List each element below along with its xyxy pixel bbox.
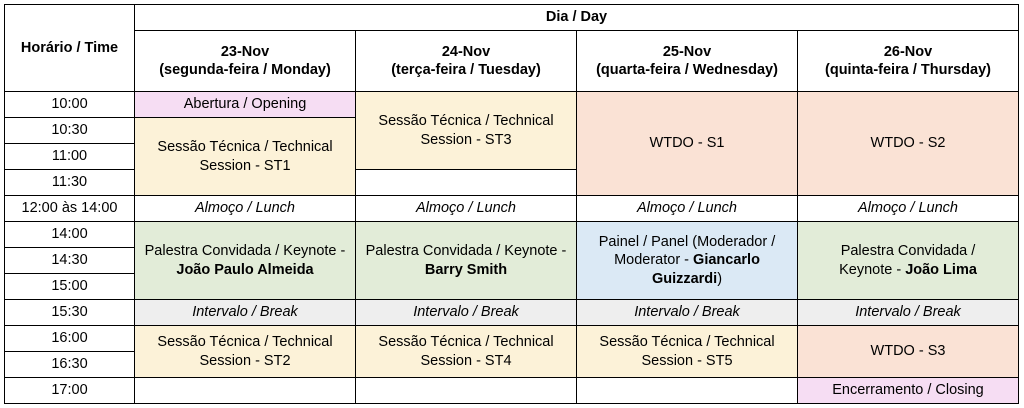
keynote-thursday [798, 222, 1019, 300]
table-header-row-days [5, 31, 1019, 92]
time-label-lunch: 12:00 às 14:00 [5, 196, 135, 222]
header-day-wednesday-date: 25-Nov [662, 43, 712, 60]
time-label-1430: 14:30 [5, 248, 135, 274]
table-header-row-top [5, 5, 1019, 31]
table-row [5, 326, 1019, 352]
empty-cell-tuesday-1130 [356, 170, 577, 196]
header-day-thursday [798, 31, 1019, 92]
lunch-thursday: Almoço / Lunch [798, 196, 1019, 222]
keynote-thursday-title-line2 [802, 261, 1014, 279]
lunch-wednesday: Almoço / Lunch [577, 196, 798, 222]
session-st3-line2: Session - ST3 [420, 131, 512, 148]
time-label-1530: 15:30 [5, 300, 135, 326]
keynote-thursday-title-line1: Palestra Convidada / [840, 243, 976, 260]
session-wtdo-s1-wednesday: WTDO - S1 [577, 92, 798, 196]
session-st5-line2: Session - ST5 [641, 352, 733, 369]
time-label-1600: 16:00 [5, 326, 135, 352]
session-st3-line1: Sessão Técnica / Technical [378, 113, 554, 130]
lunch-monday: Almoço / Lunch [135, 196, 356, 222]
session-st5-line1: Sessão Técnica / Technical [599, 334, 775, 351]
header-day-tuesday [356, 31, 577, 92]
session-wtdo-s2-thursday: WTDO - S2 [798, 92, 1019, 196]
session-st4-tuesday [356, 326, 577, 378]
session-st4-line1: Sessão Técnica / Technical [378, 334, 554, 351]
keynote-thursday-label: Keynote - [839, 261, 906, 278]
table-row [5, 222, 1019, 248]
panel-moderator-name: Giancarlo [693, 252, 760, 269]
break-tuesday: Intervalo / Break [356, 300, 577, 326]
break-monday: Intervalo / Break [135, 300, 356, 326]
table-row [5, 92, 1019, 118]
header-day-monday [135, 31, 356, 92]
header-day-wednesday [577, 31, 798, 92]
keynote-monday-title: Palestra Convidada / Keynote - [144, 243, 346, 260]
table-row [5, 300, 1019, 326]
session-st2-line1: Sessão Técnica / Technical [157, 334, 333, 351]
time-label-1030: 10:30 [5, 118, 135, 144]
header-time-column: Horário / Time [5, 5, 135, 92]
panel-line1: Painel / Panel (Moderador / [598, 234, 776, 251]
empty-cell-monday-1700 [135, 378, 356, 404]
header-day-tuesday-weekday: (terça-feira / Tuesday) [391, 62, 541, 78]
header-day-span: Dia / Day [135, 5, 1019, 31]
panel-moderator-label: Moderator - [614, 252, 694, 269]
session-opening-monday: Abertura / Opening [135, 92, 356, 118]
header-day-monday-weekday: (segunda-feira / Monday) [159, 62, 331, 78]
keynote-tuesday-title: Palestra Convidada / Keynote - [365, 243, 567, 260]
conference-schedule-table [4, 4, 1019, 404]
session-st2-line2: Session - ST2 [199, 352, 291, 369]
header-day-thursday-weekday: (quinta-feira / Thursday) [825, 62, 991, 78]
table-row [5, 196, 1019, 222]
session-st1-monday [135, 118, 356, 196]
empty-cell-tuesday-1700 [356, 378, 577, 404]
break-wednesday: Intervalo / Break [577, 300, 798, 326]
header-day-monday-date: 23-Nov [220, 43, 270, 60]
panel-moderator-name2: Guizzardi [651, 270, 718, 287]
header-day-thursday-date: 26-Nov [883, 43, 933, 60]
table-row [5, 378, 1019, 404]
session-wtdo-s3-thursday: WTDO - S3 [798, 326, 1019, 378]
time-label-1630: 16:30 [5, 352, 135, 378]
break-thursday: Intervalo / Break [798, 300, 1019, 326]
time-label-1400: 14:00 [5, 222, 135, 248]
session-st5-wednesday [577, 326, 798, 378]
time-label-1500: 15:00 [5, 274, 135, 300]
keynote-monday-speaker: João Paulo Almeida [176, 261, 314, 278]
panel-close-paren: ) [717, 270, 723, 287]
time-label-1000: 10:00 [5, 92, 135, 118]
panel-line3 [581, 270, 793, 288]
keynote-thursday-speaker: João Lima [905, 261, 977, 278]
session-st2-monday [135, 326, 356, 378]
keynote-tuesday [356, 222, 577, 300]
time-label-1130: 11:30 [5, 170, 135, 196]
lunch-tuesday: Almoço / Lunch [356, 196, 577, 222]
time-label-1700: 17:00 [5, 378, 135, 404]
session-closing-thursday: Encerramento / Closing [798, 378, 1019, 404]
time-label-1100: 11:00 [5, 144, 135, 170]
empty-cell-wednesday-1700 [577, 378, 798, 404]
keynote-monday [135, 222, 356, 300]
header-day-tuesday-date: 24-Nov [441, 43, 491, 60]
keynote-tuesday-speaker: Barry Smith [424, 261, 508, 278]
session-st3-tuesday [356, 92, 577, 170]
session-st4-line2: Session - ST4 [420, 352, 512, 369]
panel-line2 [581, 251, 793, 269]
header-day-wednesday-weekday: (quarta-feira / Wednesday) [596, 62, 778, 78]
panel-wednesday [577, 222, 798, 300]
session-st1-line2: Session - ST1 [199, 157, 291, 174]
session-st1-line1: Sessão Técnica / Technical [157, 139, 333, 156]
